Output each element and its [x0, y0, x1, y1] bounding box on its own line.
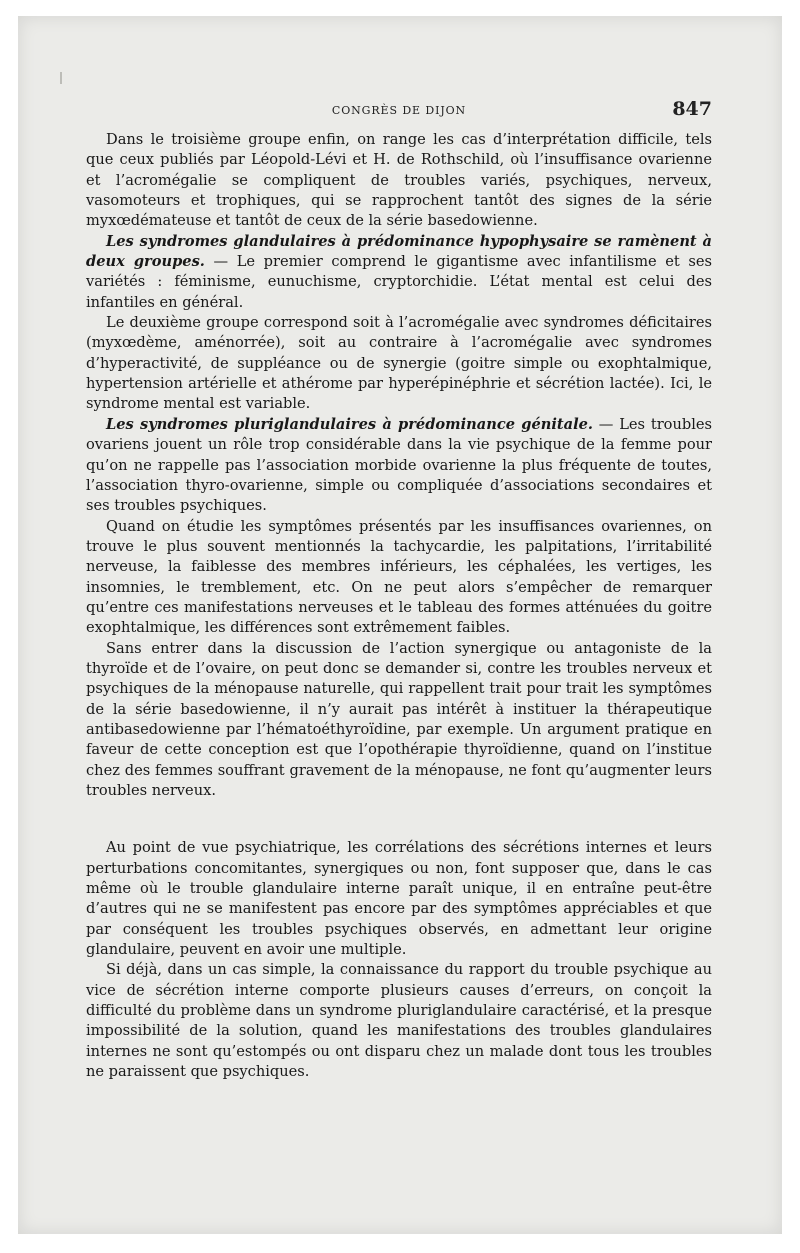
running-title: CONGRÈS DE DIJON	[331, 104, 467, 117]
paragraph-second-group: Le deuxième groupe correspond soit à l’acromégalie avec syndromes déficitaires (myxœdème, aménorrée), soit au contraire à l’acromégalie avec syndromes d’hyperactivité, de suppléance ou de synergie (goitre simple ou exophtalmique, hypertension artérielle et athérome par hyperépinéphrie et sécrétion lactée). Ici, le syndrome mental est variable.	[86, 314, 712, 413]
page-number: 847	[672, 98, 712, 120]
paragraph-hypophysary-text: — Le premier comprend le gigantisme avec infantilisme et ses variétés : féminisme, eunuchisme, cryptorchidie. L’état mental est celui des infantiles en général.	[86, 253, 713, 311]
paragraph-thyroid-ovary: Sans entrer dans la discussion de l’action synergique ou antagoniste de la thyroïde et de l’ovaire, on peut donc se demander si, contre les troubles nerveux et psychiques de la ménopause naturelle, qui rappellent trait pour trait les symptômes de la série basedowienne, il n’y aurait pas intérêt à instituer la thérapeutique antibasedowienne par l’hématoéthyroïdine, par exemple. Un argument pratique en faveur de cette conception est que l’opothérapie thyroïdienne, quand on l’institue chez des femmes souffrant gravement de la ménopause, ne font qu’augmenter leurs troubles nerveux.	[86, 639, 712, 799]
paragraph-conclusion: Si déjà, dans un cas simple, la connaissance du rapport du trouble psychique au vice de sécrétion interne comporte plusieurs causes d’erreurs, on conçoit la difficulté du problème dans un syndrome pluriglandulaire caractérisé, et la presque impossibilité de la solution, quand les manifestations des troubles glandulaires internes ne sont qu’estompés ou ont disparu chez un malade dont tous les troubles ne paraissent que psychiques.	[86, 961, 712, 1081]
paragraph-hypophysary	[86, 232, 712, 313]
scan-mark	[60, 72, 62, 84]
paragraph-genital-text: — Les troubles ovariens jouent un rôle trop considérable dans la vie psychique de la femme pour qu’on ne rappelle pas l’association morbide ovarienne la plus fréquente de toutes, l’association thyro-ovarienne, simple ou compliquée d’associations secondaires et ses troubles psychiques.	[86, 415, 712, 515]
section-gap	[86, 801, 712, 838]
paragraph-ovarian-symptoms: Quand on étudie les symptômes présentés par les insuffisances ovariennes, on trouve le plus souvent mentionnés la tachycardie, les palpitations, l’irritabilité nerveuse, la faiblesse des membres inférieurs, les céphalées, les vertiges, les insomnies, le tremblement, etc. On ne peut alors s’empêcher de remarquer qu’entre ces manifestations nerveuses et le tableau des formes atténuées du goitre exophtalmique, les différences sont extrêmement faibles.	[86, 517, 712, 637]
running-head	[86, 98, 712, 124]
italic-heading-hypophysary: Les syndromes glandulaires à prédominance hypophysaire se ramènent à deux groupes.	[86, 232, 712, 271]
paragraph-third-group: Dans le troisième groupe enfin, on range les cas d’interprétation difficile, tels que ceux publiés par Léopold-Lévi et H. de Rothschild, où l’insuffisance ovarienne et l’acromégalie se compliquent de troubles variés, psychiques, nerveux, vasomoteurs et trophiques, qui se rapprochent tantôt des signes de la série myxœdémateuse et tantôt de ceux de la série basedowienne.	[86, 131, 712, 230]
paragraph-genital	[86, 415, 712, 517]
italic-heading-genital: Les syndromes pluriglandulaires à prédominance génitale.	[106, 415, 593, 433]
paragraph-psychiatric-view: Au point de vue psychiatrique, les corrélations des sécrétions internes et leurs perturbations concomitantes, synergiques ou non, font supposer que, dans le cas même où le trouble glandulaire interne paraît unique, il en entraîne peut-être d’autres qui ne se manifestent pas encore par des symptômes appréciables et que par conséquent les troubles psychiques observés, en admettant leur origine glandulaire, peuvent en avoir une multiple.	[86, 839, 712, 959]
body-text	[86, 130, 712, 1082]
